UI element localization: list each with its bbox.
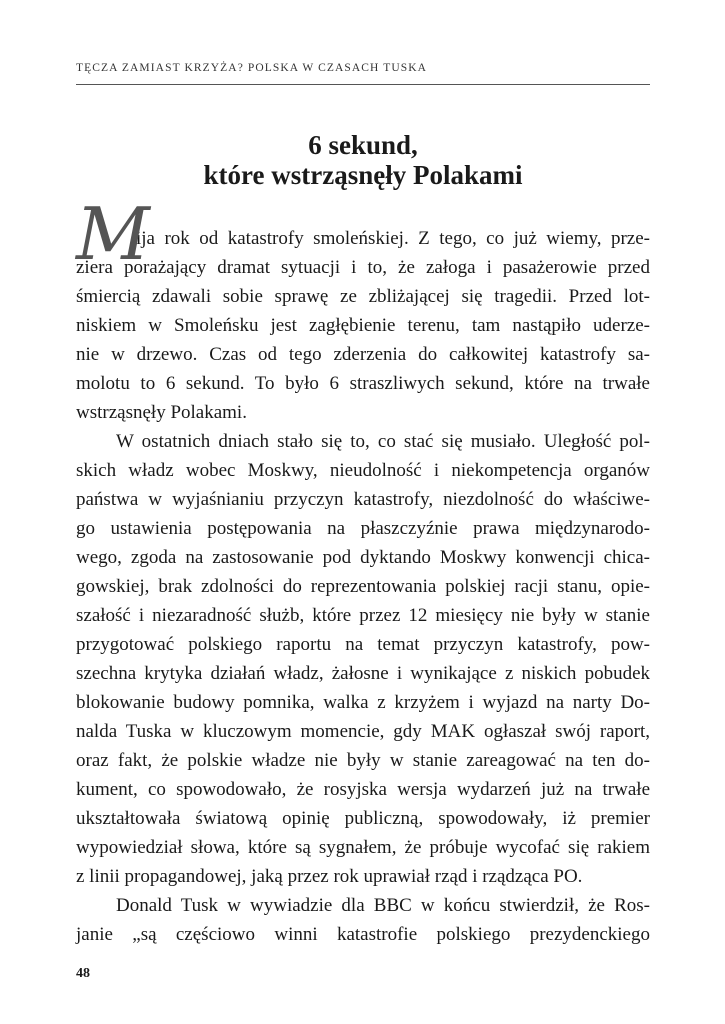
text-line: kument, co spowodowało, że rosyjska wersja wydarzeń już na trwałe (76, 779, 650, 800)
header-divider (76, 84, 650, 85)
text-line: gowskiej, brak zdolności do reprezentowania polskiej racji stanu, opie- (76, 576, 650, 597)
text-line: go ustawienia postępowania na płaszczyźnie prawa międzynarodo- (76, 518, 650, 539)
running-header: TĘCZA ZAMIAST KRZYŻA? POLSKA W CZASACH TUSKA (76, 62, 428, 74)
text-line: wypowiedział słowa, które są sygnałem, że próbuje wycofać się rakiem (76, 837, 650, 858)
text-line: wego, zgoda na zastosowanie pod dyktando Moskwy konwencji chica- (76, 547, 650, 568)
body-text (76, 192, 650, 949)
text-line: nie w drzewo. Czas od tego zderzenia do całkowitej katastrofy sa- (76, 344, 650, 365)
text-line: państwa w wyjaśnianiu przyczyn katastrofy, niezdolność do właściwe- (76, 489, 650, 510)
text-line: niskiem w Smoleńsku jest zagłębienie terenu, tam nastąpiło uderze- (76, 315, 650, 336)
text-line: blokowanie budowy pomnika, walka z krzyżem i wyjazd na narty Do- (76, 692, 650, 713)
chapter-title-line-2: które wstrząsnęły Polakami (203, 160, 523, 190)
drop-cap: M (76, 192, 150, 276)
text-line: wstrząsnęły Polakami. (76, 402, 247, 423)
page-number: 48 (76, 966, 90, 981)
text-line: oraz fakt, że polskie władze nie były w stanie zareagować na ten do- (76, 750, 650, 771)
text-line: ukształtowała światową opinię publiczną, spowodowały, iż premier (76, 808, 650, 829)
text-line: ziera porażający dramat sytuacji i to, że załoga i pasażerowie przed (76, 257, 650, 278)
text-line: z linii propagandowej, jaką przez rok uprawiał rząd i rządząca PO. (76, 866, 583, 887)
text-line: skich władz wobec Moskwy, nieudolność i niekompetencja organów (76, 460, 650, 481)
text-line: szałość i niezaradność służb, które przez 12 miesięcy nie były w stanie (76, 605, 650, 626)
text-line: Donald Tusk w wywiadzie dla BBC w końcu stwierdził, że Ros- (116, 895, 650, 916)
text-line: przygotować polskiego raportu na temat przyczyn katastrofy, pow- (76, 634, 650, 655)
text-line: ija rok od katastrofy smoleńskiej. Z tego, co już wiemy, prze- (136, 228, 650, 249)
text-line: nalda Tuska w kluczowym momencie, gdy MAK ogłaszał swój raport, (76, 721, 650, 742)
text-line: szechna krytyka działań władz, żałosne i wynikające z niskich pobudek (76, 663, 650, 684)
text-line: śmiercią zdawali sobie sprawę ze zbliżającej się tragedii. Przed lot- (76, 286, 650, 307)
text-line: janie „są częściowo winni katastrofie polskiego prezydenckiego (76, 924, 650, 945)
chapter-title (76, 130, 650, 190)
chapter-title-line-1: 6 sekund, (308, 130, 418, 160)
text-line: molotu to 6 sekund. To było 6 straszliwych sekund, które na trwałe (76, 373, 650, 394)
text-line: W ostatnich dniach stało się to, co stać się musiało. Uległość pol- (116, 431, 650, 452)
